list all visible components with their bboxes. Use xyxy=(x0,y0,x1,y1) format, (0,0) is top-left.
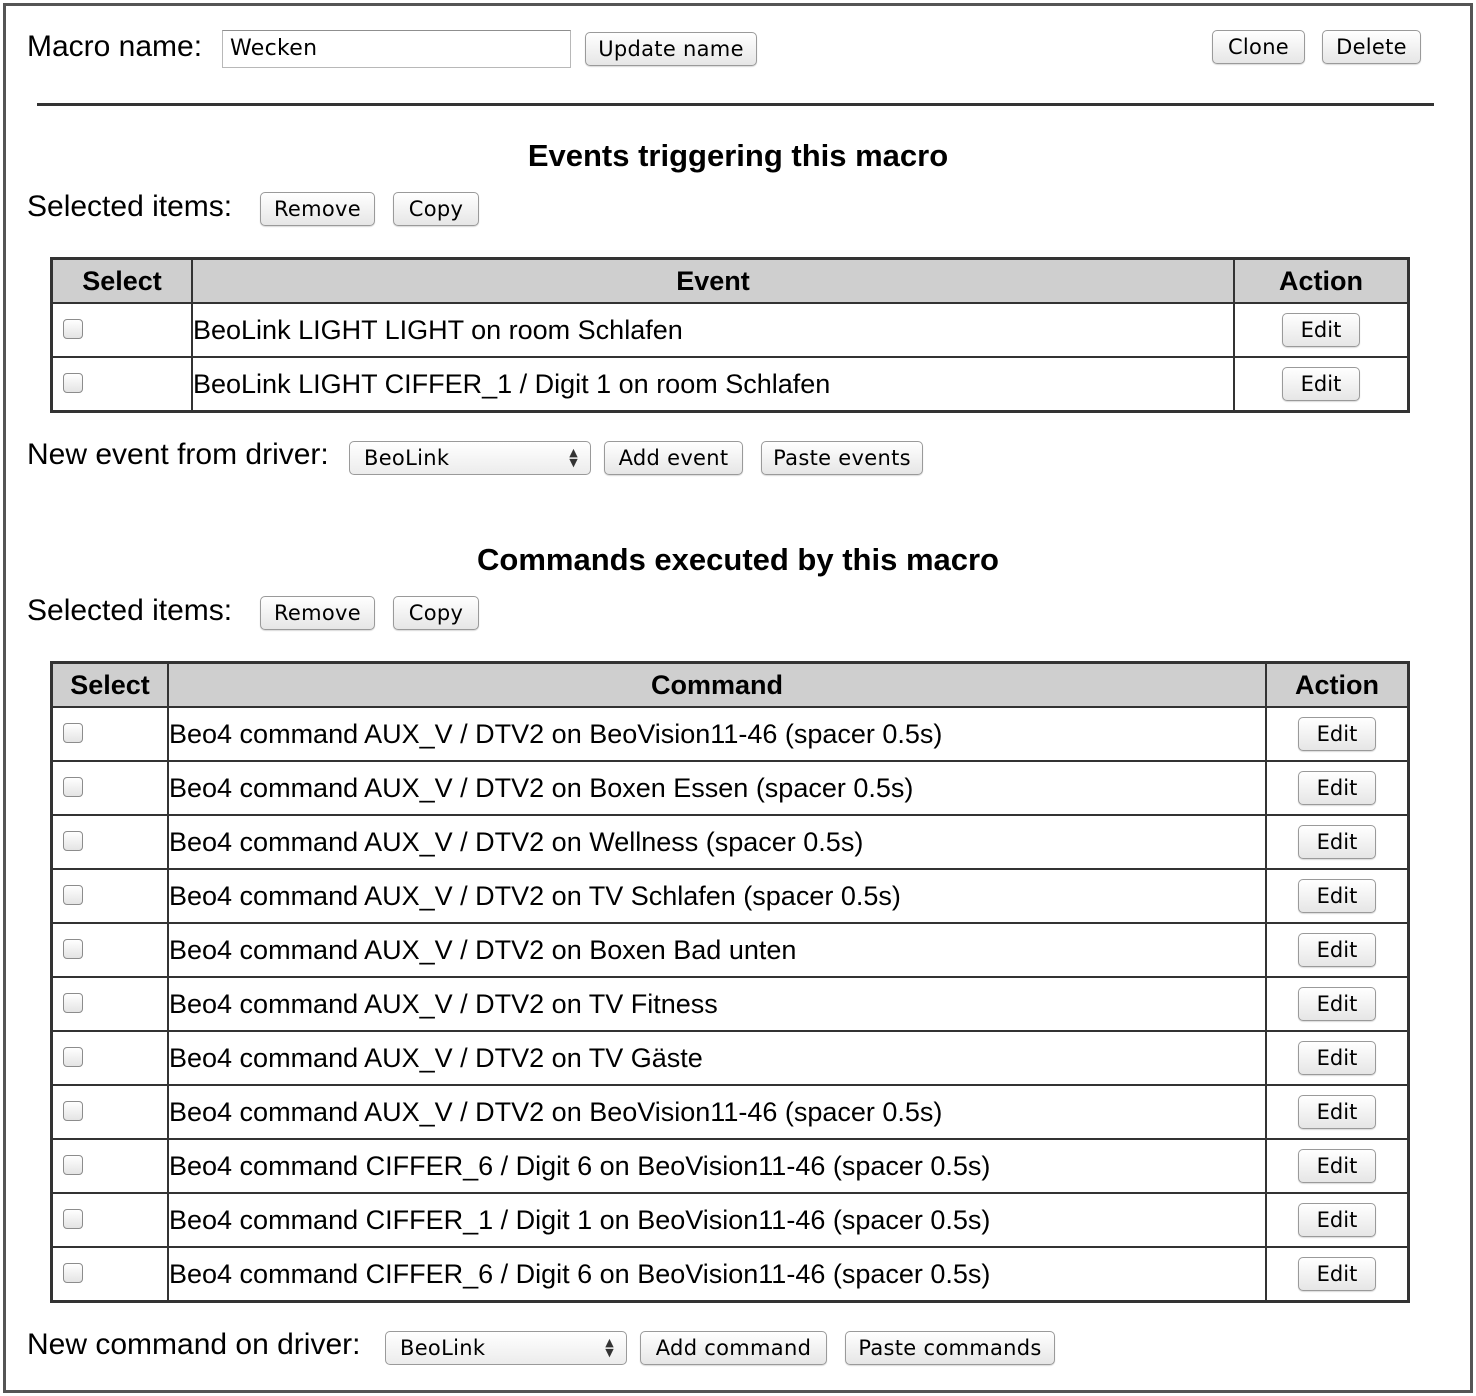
table-row xyxy=(52,923,1409,977)
event-text: BeoLink LIGHT CIFFER_1 / Digit 1 on room Schlafen xyxy=(192,357,1234,412)
table-row xyxy=(52,815,1409,869)
select-checkbox[interactable] xyxy=(63,1155,83,1175)
select-checkbox[interactable] xyxy=(63,885,83,905)
events-heading: Events triggering this macro xyxy=(527,138,949,173)
divider xyxy=(37,103,1434,106)
events-remove-button[interactable]: Remove xyxy=(260,192,375,226)
edit-button[interactable]: Edit xyxy=(1298,717,1376,751)
table-row xyxy=(52,1139,1409,1193)
events-col-event: Event xyxy=(192,259,1234,304)
command-text: Beo4 command AUX_V / DTV2 on BeoVision11-46 (spacer 0.5s) xyxy=(168,707,1266,761)
edit-button[interactable]: Edit xyxy=(1298,987,1376,1021)
new-command-label: New command on driver: xyxy=(27,1328,361,1361)
command-text: Beo4 command AUX_V / DTV2 on Boxen Bad unten xyxy=(168,923,1266,977)
events-table xyxy=(50,257,1410,413)
add-event-button[interactable]: Add event xyxy=(604,441,743,475)
command-text: Beo4 command CIFFER_1 / Digit 1 on BeoVision11-46 (spacer 0.5s) xyxy=(168,1193,1266,1247)
edit-button[interactable]: Edit xyxy=(1298,1257,1376,1291)
event-driver-value: BeoLink xyxy=(364,446,450,470)
edit-button[interactable]: Edit xyxy=(1298,1095,1376,1129)
table-row xyxy=(52,761,1409,815)
select-checkbox[interactable] xyxy=(63,1101,83,1121)
command-driver-select[interactable] xyxy=(385,1331,627,1365)
commands-copy-button[interactable]: Copy xyxy=(393,596,479,630)
paste-events-button[interactable]: Paste events xyxy=(761,441,923,475)
select-checkbox[interactable] xyxy=(63,777,83,797)
commands-table xyxy=(50,661,1410,1303)
command-text: Beo4 command AUX_V / DTV2 on Wellness (spacer 0.5s) xyxy=(168,815,1266,869)
event-driver-select[interactable] xyxy=(349,441,591,475)
select-checkbox[interactable] xyxy=(63,1047,83,1067)
command-text: Beo4 command AUX_V / DTV2 on TV Gäste xyxy=(168,1031,1266,1085)
edit-button[interactable]: Edit xyxy=(1298,771,1376,805)
edit-button[interactable]: Edit xyxy=(1298,1149,1376,1183)
command-text: Beo4 command AUX_V / DTV2 on TV Schlafen (spacer 0.5s) xyxy=(168,869,1266,923)
table-row xyxy=(52,1247,1409,1302)
table-row xyxy=(52,977,1409,1031)
add-command-button[interactable]: Add command xyxy=(640,1331,827,1365)
command-text: Beo4 command CIFFER_6 / Digit 6 on BeoVision11-46 (spacer 0.5s) xyxy=(168,1247,1266,1302)
table-row xyxy=(52,869,1409,923)
table-row xyxy=(52,303,1409,357)
paste-commands-button[interactable]: Paste commands xyxy=(845,1331,1055,1365)
macro-name-label: Macro name: xyxy=(27,30,203,63)
commands-remove-button[interactable]: Remove xyxy=(260,596,375,630)
select-checkbox[interactable] xyxy=(63,723,83,743)
event-text: BeoLink LIGHT LIGHT on room Schlafen xyxy=(192,303,1234,357)
edit-button[interactable]: Edit xyxy=(1282,313,1360,347)
select-checkbox[interactable] xyxy=(63,1209,83,1229)
select-checkbox[interactable] xyxy=(63,993,83,1013)
edit-button[interactable]: Edit xyxy=(1298,1041,1376,1075)
commands-col-select: Select xyxy=(52,663,169,708)
updown-arrows-icon: ▲ ▼ xyxy=(605,1336,614,1359)
clone-button[interactable]: Clone xyxy=(1212,30,1305,64)
events-col-action: Action xyxy=(1234,259,1409,304)
edit-button[interactable]: Edit xyxy=(1298,933,1376,967)
table-row xyxy=(52,357,1409,412)
select-checkbox[interactable] xyxy=(63,939,83,959)
events-col-select: Select xyxy=(52,259,193,304)
update-name-button[interactable]: Update name xyxy=(585,32,757,66)
commands-selected-label: Selected items: xyxy=(27,594,233,627)
updown-arrows-icon: ▲ ▼ xyxy=(569,446,578,469)
macro-name-input[interactable]: Wecken xyxy=(222,30,571,68)
table-row xyxy=(52,1031,1409,1085)
edit-button[interactable]: Edit xyxy=(1298,1203,1376,1237)
commands-col-action: Action xyxy=(1266,663,1409,708)
table-row xyxy=(52,1085,1409,1139)
command-text: Beo4 command CIFFER_6 / Digit 6 on BeoVision11-46 (spacer 0.5s) xyxy=(168,1139,1266,1193)
command-text: Beo4 command AUX_V / DTV2 on BeoVision11-46 (spacer 0.5s) xyxy=(168,1085,1266,1139)
edit-button[interactable]: Edit xyxy=(1298,825,1376,859)
edit-button[interactable]: Edit xyxy=(1282,367,1360,401)
select-checkbox[interactable] xyxy=(63,831,83,851)
events-selected-label: Selected items: xyxy=(27,190,233,223)
edit-button[interactable]: Edit xyxy=(1298,879,1376,913)
command-text: Beo4 command AUX_V / DTV2 on TV Fitness xyxy=(168,977,1266,1031)
events-copy-button[interactable]: Copy xyxy=(393,192,479,226)
commands-heading: Commands executed by this macro xyxy=(477,542,999,577)
select-checkbox[interactable] xyxy=(63,373,83,393)
table-row xyxy=(52,1193,1409,1247)
command-text: Beo4 command AUX_V / DTV2 on Boxen Essen (spacer 0.5s) xyxy=(168,761,1266,815)
command-driver-value: BeoLink xyxy=(400,1336,486,1360)
new-event-label: New event from driver: xyxy=(27,438,329,471)
delete-button[interactable]: Delete xyxy=(1322,30,1421,64)
commands-col-command: Command xyxy=(168,663,1266,708)
table-row xyxy=(52,707,1409,761)
select-checkbox[interactable] xyxy=(63,1263,83,1283)
select-checkbox[interactable] xyxy=(63,319,83,339)
